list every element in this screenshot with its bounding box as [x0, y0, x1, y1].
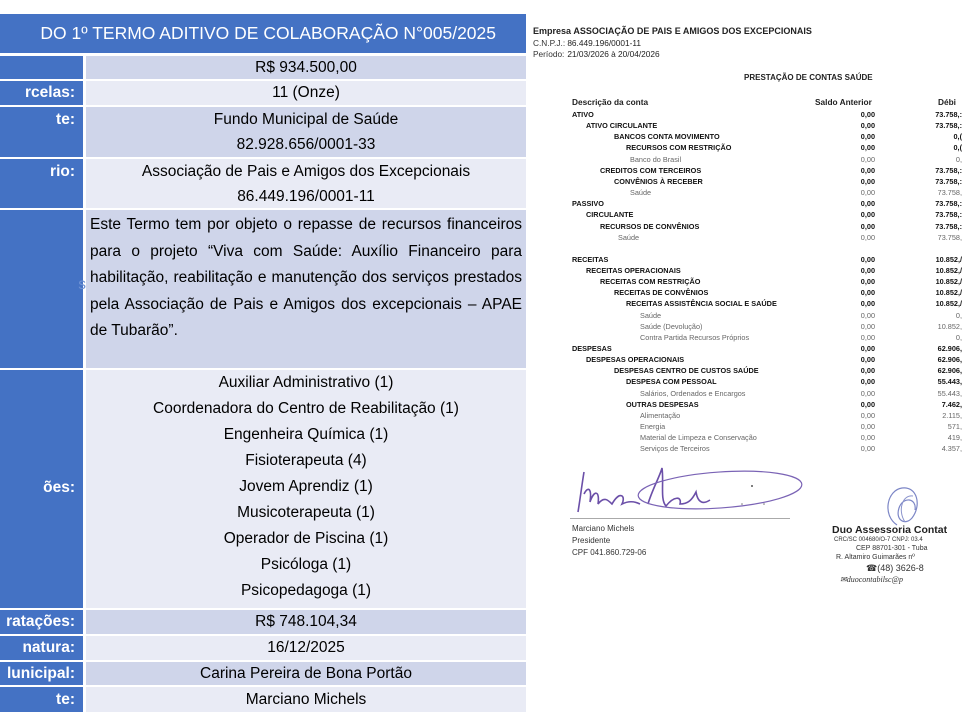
- account-row: [530, 131, 960, 142]
- role-item: Auxiliar Administrativo (1): [218, 374, 394, 391]
- row-valor: [0, 56, 526, 81]
- role-item: Psicopedagoga (1): [240, 582, 372, 599]
- account-name: DESPESAS OPERACIONAIS: [586, 355, 685, 365]
- account-row: [530, 321, 960, 332]
- account-name: Energia: [640, 422, 666, 432]
- account-debit: 10.852,: [937, 321, 962, 331]
- account-row: [530, 221, 960, 232]
- row-value: Este Termo tem por objeto o repasse de recursos financeiros para o projeto “Viva com Saúde: Auxílio Financeiro para habilitação, reabilitação e manutenção dos serviços prestados pela Associação de Pais e Amigos dos excepcionais – APAE de Tubarão”.: [86, 210, 526, 370]
- account-prev-balance: 0,00: [860, 265, 875, 275]
- account-prev-balance: 0,00: [860, 188, 875, 198]
- account-name: ATIVO: [572, 110, 594, 119]
- account-debit: 73.758,:: [935, 121, 962, 131]
- account-debit: 419,: [947, 433, 962, 443]
- account-row: [530, 343, 960, 354]
- row-value: 11 (Onze): [86, 81, 526, 107]
- account-name: BANCOS CONTA MOVIMENTO: [614, 132, 720, 142]
- account-debit: 73.758,:: [935, 210, 962, 220]
- account-row: [530, 120, 960, 131]
- role-item: Fisioterapeuta (4): [245, 452, 367, 469]
- account-prev-balance: 0,00: [860, 176, 875, 186]
- account-name: DESPESAS: [572, 344, 612, 353]
- account-name: Saúde: [640, 310, 662, 320]
- account-row: [530, 432, 960, 443]
- signature-scribble-icon: [570, 460, 810, 520]
- account-prev-balance: 0,00: [860, 332, 875, 342]
- signer-name: Marciano Michels: [572, 524, 635, 533]
- account-row: [530, 298, 960, 309]
- account-name: RECURSOS DE CONVÊNIOS: [600, 221, 700, 231]
- account-prev-balance: 0,00: [860, 377, 875, 387]
- row-objeto: [0, 210, 526, 370]
- account-debit: 10.852,/: [935, 265, 962, 275]
- account-prev-balance: 0,00: [860, 199, 875, 209]
- row-contratacoes: [0, 610, 526, 636]
- account-name: PASSIVO: [572, 199, 604, 209]
- account-debit: 10.852,/: [935, 277, 962, 287]
- row-presidente: [0, 687, 526, 712]
- account-row: [530, 365, 960, 376]
- account-name: Banco do Brasil: [630, 154, 682, 164]
- row-label: natura:: [0, 636, 83, 662]
- account-row: [530, 354, 960, 365]
- row-label: lunicipal:: [0, 662, 83, 687]
- account-debit: 73.758,: [937, 232, 962, 242]
- account-debit: 571,: [947, 422, 962, 432]
- account-name: Serviços de Terceiros: [640, 444, 710, 454]
- account-row: [530, 443, 960, 454]
- account-debit: 10.852,/: [935, 299, 962, 309]
- row-parcelas: [0, 81, 526, 107]
- col-header-desc: Descrição da conta: [572, 97, 649, 107]
- account-name: RECEITAS DE CONVÊNIOS: [614, 288, 709, 298]
- row-label: rio:: [0, 159, 83, 210]
- row-assinatura: [0, 636, 526, 662]
- summary-title-bar: [0, 14, 526, 53]
- account-debit: 0,: [955, 332, 962, 342]
- summary-title: DO 1º TERMO ADITIVO DE COLABORAÇÃO N°005/2025: [40, 23, 496, 43]
- account-prev-balance: 0,00: [860, 422, 875, 432]
- account-debit: 0,(: [953, 143, 962, 153]
- account-name: RECEITAS ASSISTÊNCIA SOCIAL E SAÚDE: [626, 299, 777, 309]
- account-prev-balance: 0,00: [860, 366, 875, 376]
- signature-block: [570, 460, 810, 570]
- account-debit: 7.462,: [941, 399, 962, 409]
- mail-icon: ✉: [840, 575, 847, 584]
- account-row: [530, 109, 960, 120]
- account-debit: 0,(: [953, 132, 962, 142]
- report-period: Período: 21/03/2026 à 20/04/2026: [533, 49, 660, 59]
- account-debit: 10.852,/: [935, 254, 962, 264]
- account-debit: 73.758,: [937, 188, 962, 198]
- row-value: R$ 934.500,00: [86, 56, 526, 81]
- signature-line: [570, 518, 790, 519]
- role-item: Operador de Piscina (1): [223, 530, 389, 547]
- account-name: CONVÊNIOS À RECEBER: [614, 176, 703, 186]
- row-label: te:: [0, 687, 83, 712]
- account-prev-balance: 0,00: [860, 210, 875, 220]
- report-title: PRESTAÇÃO DE CONTAS SAÚDE: [744, 73, 873, 82]
- account-row: [530, 154, 960, 165]
- col-header-debit: Débi: [938, 97, 956, 107]
- account-debit: 2.115,: [942, 410, 962, 420]
- account-name: Saúde: [618, 232, 640, 242]
- account-prev-balance: 0,00: [860, 355, 875, 365]
- account-row: [530, 376, 960, 387]
- stamp-crc: CRC/SC 004680/O-7 CNPJ: 03.4: [834, 537, 923, 543]
- account-debit: 10.852,/: [935, 288, 962, 298]
- account-prev-balance: 0,00: [860, 277, 875, 287]
- role-item: Engenheira Química (1): [223, 426, 389, 443]
- account-prev-balance: 0,00: [860, 121, 875, 131]
- account-prev-balance: 0,00: [860, 388, 875, 398]
- account-prev-balance: 0,00: [860, 299, 875, 309]
- row-value: Associação de Pais e Amigos dos Excepcionais 86.449.196/0001-11: [86, 159, 526, 210]
- account-debit: 73.758,:: [935, 110, 962, 119]
- account-prev-balance: 0,00: [860, 433, 875, 443]
- account-prev-balance: 0,00: [860, 232, 875, 242]
- account-prev-balance: 0,00: [860, 143, 875, 153]
- account-row: [530, 276, 960, 287]
- account-prev-balance: 0,00: [860, 132, 875, 142]
- row-value: Carina Pereira de Bona Portão: [86, 662, 526, 687]
- row-value: R$ 748.104,34: [86, 610, 526, 636]
- account-row: [530, 388, 960, 399]
- account-prev-balance: 0,00: [860, 321, 875, 331]
- account-prev-balance: 0,00: [860, 288, 875, 298]
- account-debit: 73.758,:: [935, 199, 962, 209]
- account-row: [530, 421, 960, 432]
- account-row: [530, 165, 960, 176]
- account-debit: 73.758,:: [935, 165, 962, 175]
- account-row: [530, 287, 960, 298]
- stamp-signature-icon: [877, 480, 937, 530]
- account-row: [530, 254, 960, 265]
- account-prev-balance: 0,00: [860, 310, 875, 320]
- account-prev-balance: 0,00: [860, 254, 875, 264]
- row-municipal: [0, 662, 526, 687]
- account-debit: 62.906,: [937, 366, 962, 376]
- accounting-report: [530, 20, 960, 620]
- account-name: DESPESAS CENTRO DE CUSTOS SAÚDE: [614, 366, 759, 376]
- account-row: [530, 209, 960, 220]
- account-row: [530, 176, 960, 187]
- account-debit: 62.906,: [937, 355, 962, 365]
- role-item: Jovem Aprendiz (1): [239, 478, 373, 495]
- row-value: [86, 370, 526, 610]
- signer-role: Presidente: [572, 536, 611, 545]
- role-item: Musicoterapeuta (1): [237, 504, 375, 521]
- stamp-phone: ☎(48) 3626-8: [866, 563, 924, 573]
- account-row: [530, 399, 960, 410]
- accountant-stamp: [832, 480, 972, 600]
- account-debit: 73.758,:: [935, 221, 962, 231]
- phone-icon: ☎: [866, 563, 878, 573]
- account-name: RECEITAS OPERACIONAIS: [586, 265, 681, 275]
- row-funcoes: [0, 370, 526, 610]
- row-label: ratações:: [0, 610, 83, 636]
- stamp-cep: CEP 88701-301 - Tuba: [856, 545, 928, 552]
- account-debit: 0,: [955, 310, 962, 320]
- stamp-address: R. Altamiro Guimarães nº: [836, 554, 915, 561]
- signer-cpf: CPF 041.860.729-06: [572, 548, 647, 557]
- role-item: Coordenadora do Centro de Reabilitação (1): [153, 400, 459, 417]
- account-row: [530, 187, 960, 198]
- row-value: 16/12/2025: [86, 636, 526, 662]
- role-item: Psicóloga (1): [260, 556, 352, 573]
- account-name: CREDITOS COM TERCEIROS: [600, 165, 702, 175]
- row-concedente: [0, 107, 526, 159]
- row-beneficiario: [0, 159, 526, 210]
- account-name: RECURSOS COM RESTRIÇÃO: [626, 143, 732, 153]
- report-company: Empresa ASSOCIAÇÃO DE PAIS E AMIGOS DOS EXCEPCIONAIS: [533, 26, 812, 36]
- account-prev-balance: 0,00: [860, 154, 875, 164]
- row-value: Fundo Municipal de Saúde 82.928.656/0001-33: [86, 107, 526, 159]
- account-row: [530, 265, 960, 276]
- account-row: [530, 410, 960, 421]
- row-label: ões:: [0, 370, 83, 610]
- account-debit: 55.443,: [937, 388, 962, 398]
- stamp-company: Duo Assessoria Contat: [832, 524, 948, 536]
- account-name: Salários, Ordenados e Encargos: [640, 388, 746, 398]
- account-prev-balance: 0,00: [860, 165, 875, 175]
- report-cnpj: C.N.P.J.: 86.449.196/0001-11: [533, 38, 641, 48]
- account-prev-balance: 0,00: [860, 110, 875, 119]
- row-label: rcelas:: [0, 81, 83, 107]
- row-label: s: [0, 210, 83, 370]
- account-debit: 55.443,: [937, 377, 962, 387]
- account-name: Material de Limpeza e Conservação: [640, 433, 757, 443]
- account-debit: 0,: [955, 154, 962, 164]
- account-name: RECEITAS COM RESTRIÇÃO: [600, 277, 701, 287]
- account-prev-balance: 0,00: [860, 221, 875, 231]
- row-label: te:: [0, 107, 83, 159]
- account-row: [530, 310, 960, 321]
- account-name: Saúde: [630, 188, 652, 198]
- account-name: Saúde (Devolução): [640, 321, 703, 331]
- account-prev-balance: 0,00: [860, 410, 875, 420]
- row-label: [0, 56, 83, 81]
- account-prev-balance: 0,00: [860, 399, 875, 409]
- account-name: ATIVO CIRCULANTE: [586, 121, 658, 131]
- account-debit: 62.906,: [937, 344, 962, 353]
- account-name: Alimentação: [640, 410, 681, 420]
- account-row: [530, 232, 960, 243]
- account-row: [530, 332, 960, 343]
- account-row: [530, 198, 960, 209]
- account-debit: 4.357,: [941, 444, 962, 454]
- account-name: DESPESA COM PESSOAL: [626, 377, 717, 387]
- account-name: OUTRAS DESPESAS: [626, 399, 699, 409]
- account-debit: 73.758,:: [935, 176, 962, 186]
- account-name: CIRCULANTE: [586, 210, 634, 220]
- account-name: RECEITAS: [572, 254, 609, 264]
- account-name: Contra Partida Recursos Próprios: [640, 332, 750, 342]
- col-header-prev: Saldo Anterior: [815, 97, 872, 107]
- row-value: Marciano Michels: [86, 687, 526, 712]
- account-prev-balance: 0,00: [860, 444, 875, 454]
- stamp-email: ✉duocontabilsc@p: [840, 575, 903, 584]
- account-row: [530, 142, 960, 153]
- account-prev-balance: 0,00: [860, 344, 875, 353]
